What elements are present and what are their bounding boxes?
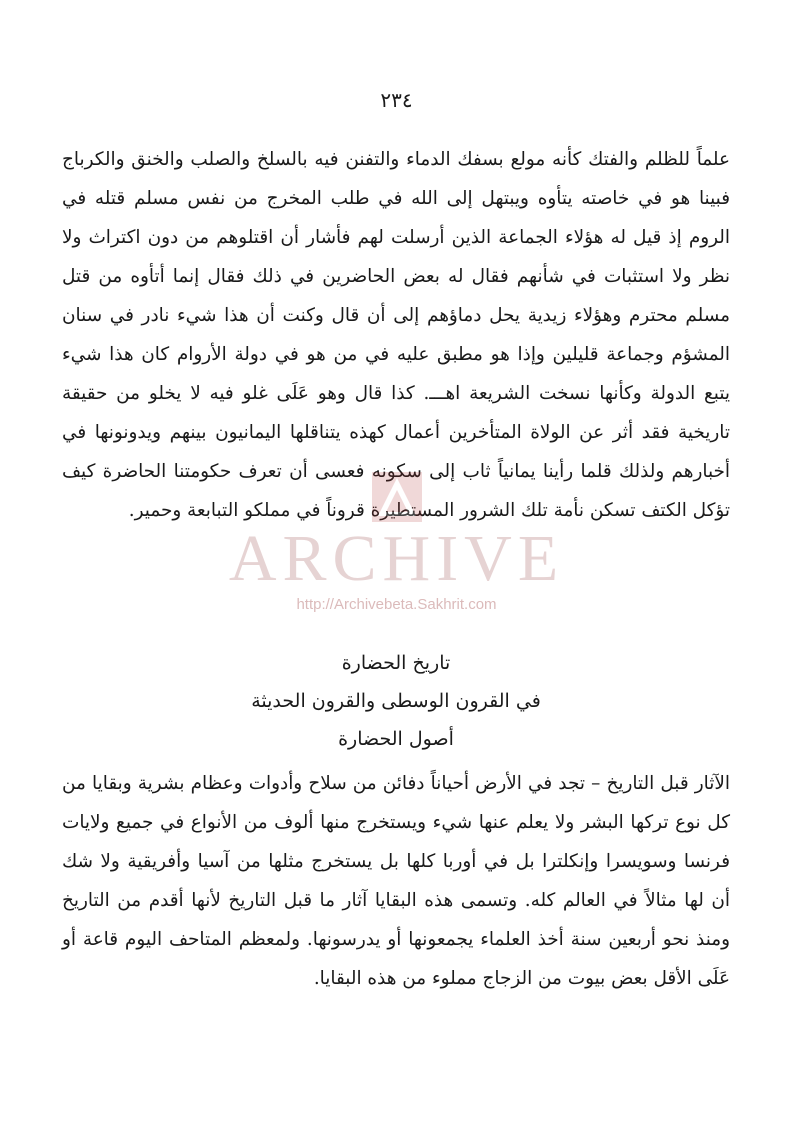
page-number: ٢٣٤ xyxy=(380,88,413,112)
heading-subtitle: في القرون الوسطى والقرون الحديثة xyxy=(251,690,541,712)
body-paragraph-1 xyxy=(62,140,730,530)
watermark-word: ARCHIVE xyxy=(228,522,565,595)
body-paragraph-2 xyxy=(62,764,730,998)
heading-title: تاريخ الحضارة xyxy=(341,652,451,674)
paragraph-text: علماً للظلم والفتك كأنه مولع بسفك الدماء والتفنن فيه بالسلخ والصلب والخنق والكرباج فبينا هو في خاصته يتأوه ويبتهل إلى الله في طلب المخرج من نفس مسلم قتله في الروم إذ قيل له هؤلاء الجماعة الذين أرسلت لهم فأشار أن اقتلوهم من دون اكتراث ولا نظر ولا استثبات في شأنهم فقال له بعض الحاضرين في ذلك فقال إنما أتأوه من قتل مسلم محترم وهؤلاء زيدية يحل دماؤهم إلى أن قال وكنت أن هذا شيء نادر في سنان المشؤم وجماعة قليلين وإذا هو مطبق عليه في من هو في دولة الأروام كان هذا شيء يتبع الدولة وكأنها نسخت الشريعة اهـــ. كذا قال وهو عَلَى غلو فيه لا يخلو من حقيقة تاريخية فقد أثر عن الولاة المتأخرين أعمال كهذه يتناقلها اليمانيون بينهم ويدونونها في أخبارهم ولذلك قلما رأينا يمانياً ثاب إلى سكونه فعسى أن تعرف حكومتنا الحاضرة كيف تؤكل الكتف تسكن نأمة تلك الشرور المستطيرة قروناً في مملكو التبابعة وحمير. xyxy=(62,149,730,521)
paragraph-text: الآثار قبل التاريخ – تجد في الأرض أحياناً دفائن من سلاح وأدوات وعظام بشرية وبقايا من كل نوع تركها البشر ولا يعلم عنها شيء ويستخرج منها ألوف من الأنواع في جميع ولايات فرنسا وسويسرا وإنكلترا بل في أوربا كلها بل يستخرج مثلها من آسيا وأفريقية ولا شك أن لها مثالاً في العالم كله. وتسمى هذه البقايا آثار ما قبل التاريخ لأنها أقدم من التاريخ ومنذ نحو أربعين سنة أخذ العلماء يجمعونها أو يدرسونها. ولمعظم المتاحف اليوم قاعة أو عَلَى الأقل بعض بيوت من الزجاج مملوء من هذه البقايا. xyxy=(62,773,730,989)
heading-section: أصول الحضارة xyxy=(338,728,454,750)
section-headings xyxy=(62,644,730,758)
watermark-url: http://Archivebeta.Sakhrit.com xyxy=(296,596,497,613)
